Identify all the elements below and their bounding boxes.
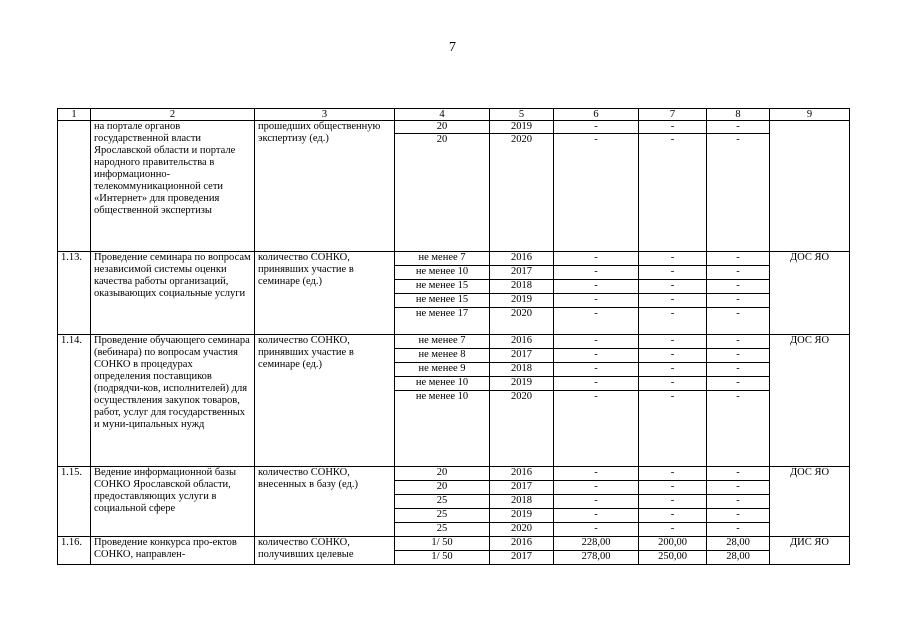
budget-cell: - (639, 121, 707, 134)
activity-description: Проведение конкурса про-ектов СОНКО, направлен- (91, 537, 255, 565)
header-cell: 5 (490, 109, 554, 121)
budget-cell: - (639, 280, 707, 294)
executor-cell: ДОС ЯО (770, 335, 850, 467)
year-cell: 2020 (490, 523, 554, 537)
table-row (58, 252, 850, 266)
total-cell: - (554, 266, 639, 280)
target-value-cell: 25 (395, 523, 490, 537)
year-cell: 2017 (490, 266, 554, 280)
budget-cell: - (639, 481, 707, 495)
year-cell: 2019 (490, 294, 554, 308)
other-cell: - (707, 308, 770, 335)
target-value-cell: не менее 15 (395, 280, 490, 294)
year-cell: 2018 (490, 495, 554, 509)
target-value-cell: не менее 10 (395, 391, 490, 467)
total-cell: - (554, 134, 639, 252)
executor-cell: ДОС ЯО (770, 252, 850, 335)
target-value-cell: не менее 7 (395, 252, 490, 266)
page-number: 7 (449, 40, 456, 55)
total-cell: - (554, 495, 639, 509)
total-cell: - (554, 391, 639, 467)
other-cell: - (707, 523, 770, 537)
other-cell: - (707, 335, 770, 349)
executor-cell (770, 121, 850, 252)
budget-cell: 250,00 (639, 551, 707, 565)
table-row (58, 121, 850, 134)
indicator-description: количество СОНКО, получивших целевые (255, 537, 395, 565)
header-cell: 1 (58, 109, 91, 121)
year-cell: 2017 (490, 551, 554, 565)
indicator-description: прошедших общественную экспертизу (ед.) (255, 121, 395, 252)
other-cell: - (707, 481, 770, 495)
table-row (58, 537, 850, 551)
budget-cell: - (639, 294, 707, 308)
budget-cell: - (639, 495, 707, 509)
year-cell: 2016 (490, 467, 554, 481)
table-header-row (58, 109, 850, 121)
budget-cell: - (639, 252, 707, 266)
header-cell: 3 (255, 109, 395, 121)
target-value-cell: не менее 15 (395, 294, 490, 308)
year-cell: 2016 (490, 252, 554, 266)
item-number: 1.14. (58, 335, 91, 467)
item-number: 1.16. (58, 537, 91, 565)
budget-cell: - (639, 349, 707, 363)
budget-cell: - (639, 363, 707, 377)
total-cell: - (554, 363, 639, 377)
indicator-description: количество СОНКО, принявших участие в семинаре (ед.) (255, 252, 395, 335)
total-cell: - (554, 121, 639, 134)
total-cell: - (554, 377, 639, 391)
target-value-cell: 1/ 50 (395, 551, 490, 565)
budget-cell: - (639, 467, 707, 481)
budget-cell: - (639, 134, 707, 252)
other-cell: - (707, 349, 770, 363)
budget-cell: - (639, 335, 707, 349)
budget-cell: 200,00 (639, 537, 707, 551)
year-cell: 2019 (490, 377, 554, 391)
total-cell: - (554, 252, 639, 266)
target-value-cell: 25 (395, 495, 490, 509)
total-cell: - (554, 308, 639, 335)
activity-description: Ведение информационной базы СОНКО Ярославской области, предоставляющих услуги в социальной сфере (91, 467, 255, 537)
other-cell: - (707, 252, 770, 266)
target-value-cell: 20 (395, 134, 490, 252)
executor-cell: ДОС ЯО (770, 467, 850, 537)
other-cell: - (707, 294, 770, 308)
other-cell: - (707, 134, 770, 252)
budget-cell: - (639, 391, 707, 467)
target-value-cell: не менее 9 (395, 363, 490, 377)
item-number: 1.15. (58, 467, 91, 537)
budget-cell: - (639, 377, 707, 391)
header-cell: 7 (639, 109, 707, 121)
other-cell: - (707, 363, 770, 377)
table-row (58, 467, 850, 481)
year-cell: 2020 (490, 308, 554, 335)
item-number: 1.13. (58, 252, 91, 335)
total-cell: - (554, 335, 639, 349)
header-cell: 6 (554, 109, 639, 121)
other-cell: 28,00 (707, 537, 770, 551)
target-value-cell: не менее 10 (395, 266, 490, 280)
header-cell: 9 (770, 109, 850, 121)
total-cell: 278,00 (554, 551, 639, 565)
header-cell: 8 (707, 109, 770, 121)
other-cell: - (707, 266, 770, 280)
other-cell: - (707, 495, 770, 509)
target-value-cell: не менее 17 (395, 308, 490, 335)
year-cell: 2020 (490, 134, 554, 252)
budget-cell: - (639, 523, 707, 537)
total-cell: 228,00 (554, 537, 639, 551)
activity-description: на портале органов государственной власти Ярославской области и портале народного правительства в информационно-телекоммуникационной сети «Интернет» для проведения общественной экспертизы (91, 121, 255, 252)
other-cell: - (707, 467, 770, 481)
year-cell: 2020 (490, 391, 554, 467)
year-cell: 2017 (490, 481, 554, 495)
target-value-cell: не менее 10 (395, 377, 490, 391)
target-value-cell: 20 (395, 121, 490, 134)
other-cell: - (707, 509, 770, 523)
target-value-cell: 20 (395, 467, 490, 481)
total-cell: - (554, 481, 639, 495)
other-cell: - (707, 280, 770, 294)
budget-cell: - (639, 308, 707, 335)
total-cell: - (554, 294, 639, 308)
table-row (58, 335, 850, 349)
activity-description: Проведение семинара по вопросам независимой системы оценки качества работы организаций, оказывающих социальные услуги (91, 252, 255, 335)
year-cell: 2019 (490, 509, 554, 523)
indicator-description: количество СОНКО, принявших участие в семинаре (ед.) (255, 335, 395, 467)
year-cell: 2019 (490, 121, 554, 134)
year-cell: 2016 (490, 537, 554, 551)
other-cell: - (707, 121, 770, 134)
activity-description: Проведение обучающего семинара (вебинара) по вопросам участия СОНКО в процедурах определения поставщиков (подрядчи-ков, исполнителей) для осуществления закупок товаров, работ, услуг для государственных и муни-ципальных нужд (91, 335, 255, 467)
target-value-cell: не менее 7 (395, 335, 490, 349)
header-cell: 2 (91, 109, 255, 121)
total-cell: - (554, 349, 639, 363)
other-cell: 28,00 (707, 551, 770, 565)
total-cell: - (554, 280, 639, 294)
target-value-cell: не менее 8 (395, 349, 490, 363)
year-cell: 2016 (490, 335, 554, 349)
total-cell: - (554, 523, 639, 537)
target-value-cell: 1/ 50 (395, 537, 490, 551)
total-cell: - (554, 509, 639, 523)
total-cell: - (554, 467, 639, 481)
other-cell: - (707, 391, 770, 467)
budget-cell: - (639, 509, 707, 523)
other-cell: - (707, 377, 770, 391)
executor-cell: ДИС ЯО (770, 537, 850, 565)
target-value-cell: 20 (395, 481, 490, 495)
header-cell: 4 (395, 109, 490, 121)
indicator-description: количество СОНКО, внесенных в базу (ед.) (255, 467, 395, 537)
year-cell: 2018 (490, 280, 554, 294)
year-cell: 2018 (490, 363, 554, 377)
program-table (57, 108, 850, 565)
target-value-cell: 25 (395, 509, 490, 523)
item-number (58, 121, 91, 252)
budget-cell: - (639, 266, 707, 280)
year-cell: 2017 (490, 349, 554, 363)
